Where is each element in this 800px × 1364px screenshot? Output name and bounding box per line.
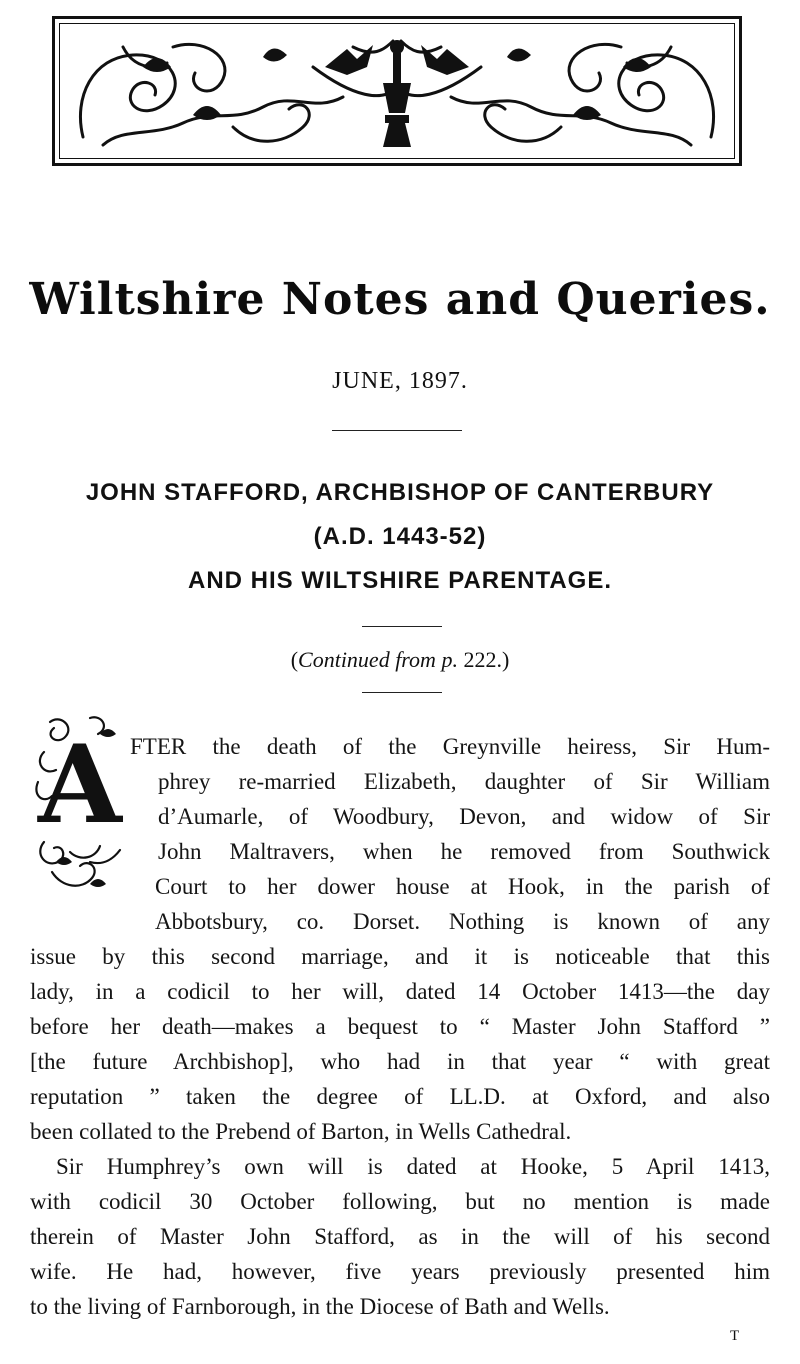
body-line: [the future Archbishop], who had in that year “ with great xyxy=(30,1049,770,1074)
body-line: been collated to the Prebend of Barton, in Wells Cathedral. xyxy=(30,1119,572,1144)
body-line: therein of Master John Stafford, as in the will of his second xyxy=(30,1224,770,1249)
continued-note xyxy=(0,645,800,675)
journal-title: Wiltshire Notes and Queries. xyxy=(29,274,771,325)
body-line: d’Aumarle, of Woodbury, Devon, and widow of Sir xyxy=(158,804,770,829)
body-line: Sir Humphrey’s own will is dated at Hooke, 5 April 1413, xyxy=(56,1154,770,1179)
divider-rule xyxy=(362,692,442,693)
body-line: issue by this second marriage, and it is noticeable that this xyxy=(30,944,770,969)
body-line: phrey re-married Elizabeth, daughter of Sir William xyxy=(158,769,770,794)
drop-cap-letter: A xyxy=(38,722,122,848)
body-line: to the living of Farnborough, in the Diocese of Bath and Wells. xyxy=(30,1294,610,1319)
continued-page: 222.) xyxy=(457,647,510,672)
divider-rule xyxy=(332,430,462,431)
article-title-line-3: AND HIS WILTSHIRE PARENTAGE. xyxy=(188,567,612,594)
body-line: Abbotsbury, co. Dorset. Nothing is known of any xyxy=(155,909,770,934)
divider-rule xyxy=(362,626,442,627)
body-line: lady, in a codicil to her will, dated 14 October 1413—the day xyxy=(30,979,770,1004)
body-line: Court to her dower house at Hook, in the parish of xyxy=(155,874,770,899)
drop-cap xyxy=(30,712,126,900)
ornamental-headpiece xyxy=(52,16,742,166)
issue-date: JUNE, 1897. xyxy=(332,368,468,394)
body-line: with codicil 30 October following, but no mention is made xyxy=(30,1189,770,1214)
body-line: John Maltravers, when he removed from Southwick xyxy=(158,839,770,864)
continued-open: ( xyxy=(290,647,299,672)
article-title-line-2: (A.D. 1443-52) xyxy=(313,523,487,550)
body-line: wife. He had, however, five years previously presented him xyxy=(30,1259,770,1284)
foliate-scroll-ornament-icon xyxy=(63,27,731,155)
body-line: before her death—makes a bequest to “ Master John Stafford ” xyxy=(30,1014,770,1039)
article-title-line-1: JOHN STAFFORD, ARCHBISHOP OF CANTERBURY xyxy=(85,479,715,506)
body-line: FTER the death of the Greynville heiress, Sir Hum- xyxy=(130,734,770,759)
signature-mark: T xyxy=(730,1328,740,1344)
body-line: reputation ” taken the degree of LL.D. at Oxford, and also xyxy=(30,1084,770,1109)
continued-italic: Continued from p. xyxy=(298,647,458,672)
